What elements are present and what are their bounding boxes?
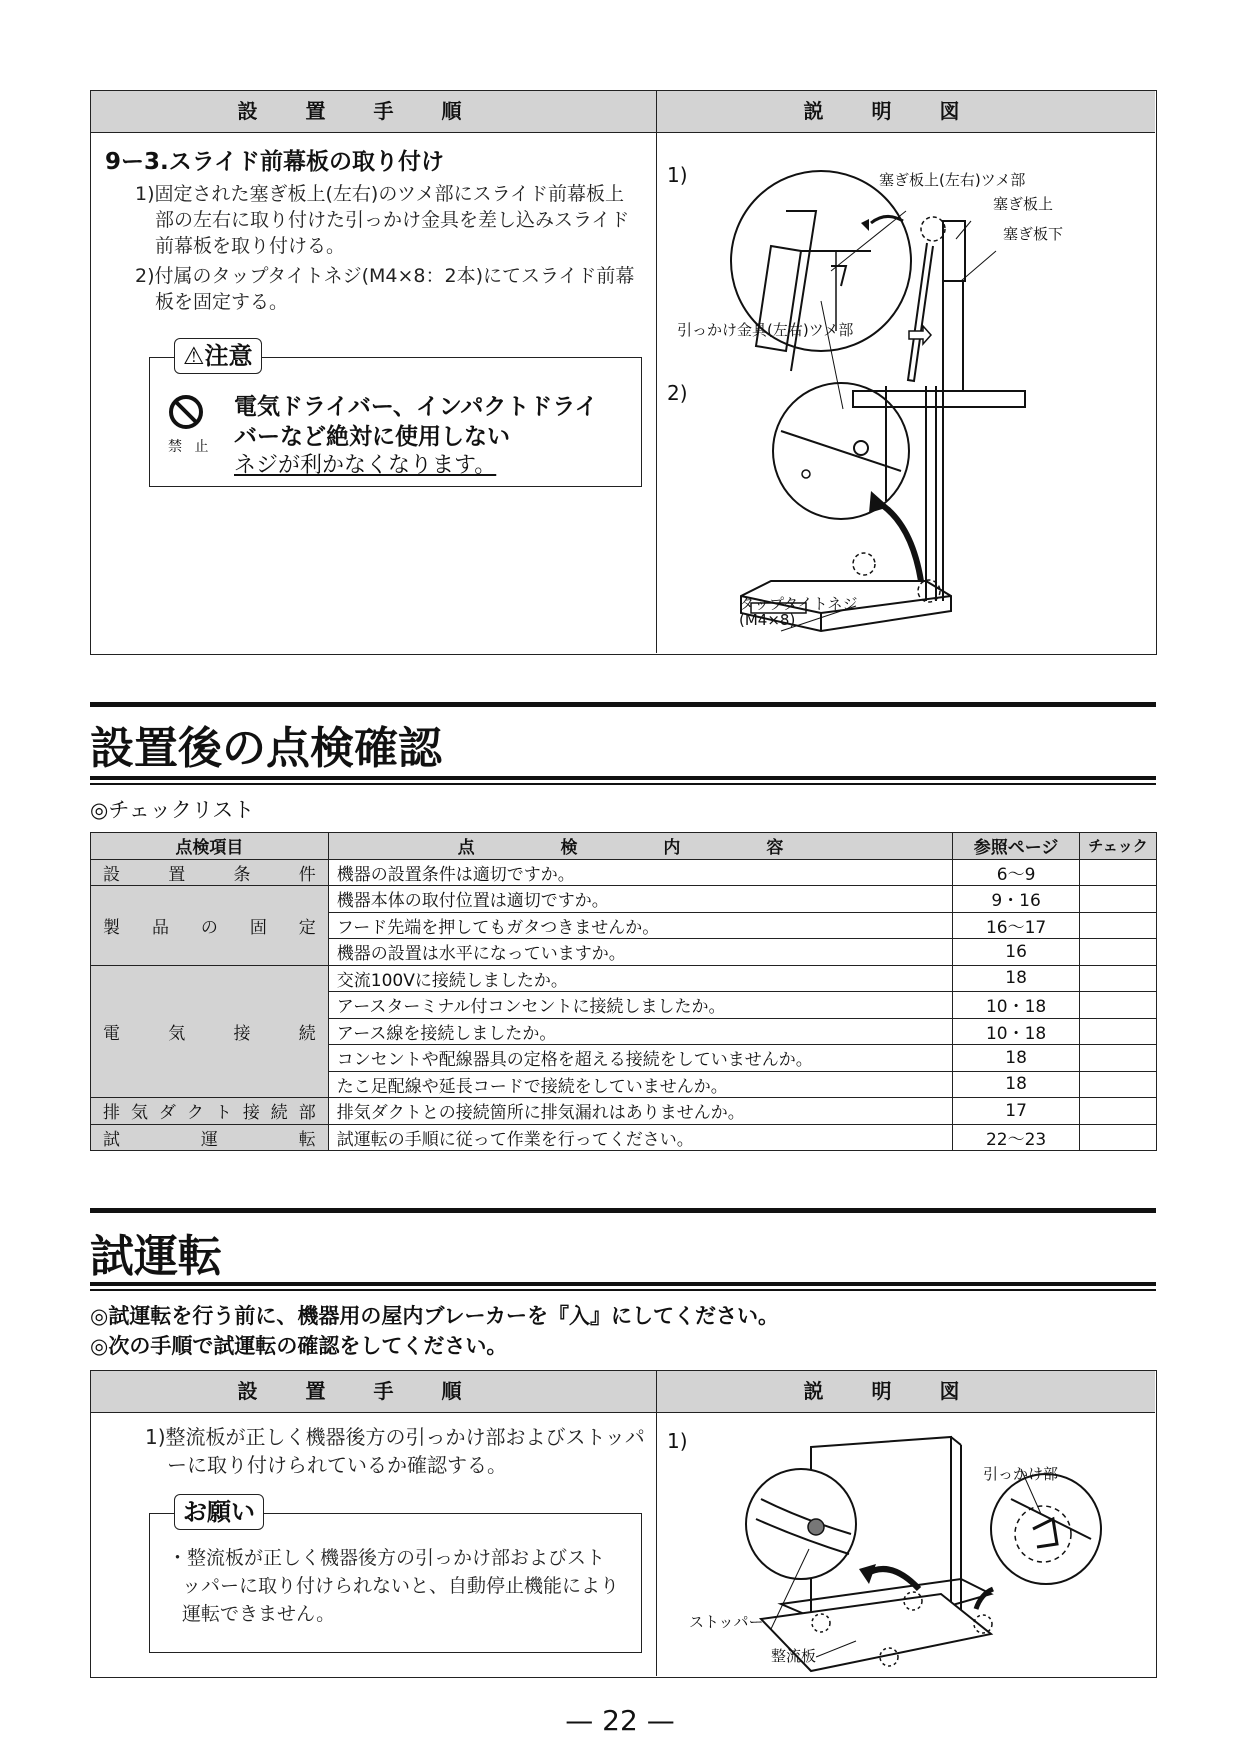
step-title: 9ー3.スライド前幕板の取り付け	[105, 149, 445, 175]
header-steps: 設置手順	[91, 91, 656, 133]
check-cell[interactable]	[1080, 965, 1157, 992]
checklist-table	[90, 832, 1157, 1151]
section-title-trial-run: 試運転	[90, 1231, 222, 1282]
fig3-label-stopper: ストッパー	[689, 1613, 764, 1631]
page-cell: 10・18	[953, 1018, 1080, 1045]
check-cell[interactable]	[1080, 1071, 1157, 1098]
item-cell: フード先端を押してもガタつきませんか。	[328, 912, 952, 939]
item-cell: 機器の設置条件は適切ですか。	[328, 859, 952, 886]
check-cell[interactable]	[1080, 1045, 1157, 1072]
page-cell: 18	[953, 965, 1080, 992]
item-cell: アース線を接続しましたか。	[328, 1018, 952, 1045]
page-cell: 22〜23	[953, 1124, 1080, 1151]
category-cell: 製品の固定	[91, 886, 329, 966]
caution-line-3: ネジが利かなくなります。	[234, 453, 497, 478]
trial-note-2: ◎次の手順で試運転の確認をしてください。	[90, 1334, 508, 1358]
checklist-subtitle: ◎チェックリスト	[90, 798, 255, 822]
install-table-2	[90, 1370, 1157, 1678]
check-cell[interactable]	[1080, 859, 1157, 886]
category-cell: 電気接続	[91, 965, 329, 1098]
table-row	[91, 1124, 1157, 1151]
caution-line-2: バーなど絶対に使用しない	[234, 424, 510, 450]
item-cell: 試運転の手順に従って作業を行ってください。	[328, 1124, 952, 1151]
header-figure-2: 説明図	[656, 1371, 1155, 1413]
page-cell: 18	[953, 1045, 1080, 1072]
check-cell[interactable]	[1080, 886, 1157, 913]
page-cell: 6〜9	[953, 859, 1080, 886]
request-label: お願い	[174, 1494, 264, 1530]
table-row	[91, 1098, 1157, 1125]
check-cell[interactable]	[1080, 1098, 1157, 1125]
page-cell: 16〜17	[953, 912, 1080, 939]
fig2-label-a: タップタイトネジ	[739, 595, 858, 613]
category-cell: 試運転	[91, 1124, 329, 1151]
figure-2-number: 2)	[667, 381, 688, 405]
col-header-page: 参照ページ	[953, 833, 1080, 860]
caution-label: ⚠注意	[174, 338, 262, 374]
check-cell[interactable]	[1080, 912, 1157, 939]
header-steps-2: 設置手順	[91, 1371, 656, 1413]
trial-note-1: ◎試運転を行う前に、機器用の屋内ブレーカーを『入』にしてください。	[90, 1304, 780, 1328]
step-1-text: 1)固定された塞ぎ板上(左右)のツメ部にスライド前幕板上部の左右に取り付けた引っかけ金具を差し込みスライド前幕板を取り付ける。	[135, 183, 630, 257]
check-cell[interactable]	[1080, 1124, 1157, 1151]
category-cell: 設置条件	[91, 859, 329, 886]
check-cell[interactable]	[1080, 939, 1157, 966]
item-cell: 交流100Vに接続しましたか。	[328, 965, 952, 992]
page-number: — 22 —	[565, 1704, 675, 1737]
caution-box	[149, 342, 642, 487]
figure-1-number: 1)	[667, 163, 688, 187]
table-row	[91, 859, 1157, 886]
page-cell: 17	[953, 1098, 1080, 1125]
request-text: ・整流板が正しく機器後方の引っかけ部およびストッパーに取り付けられないと、自動停止機能により運転できません。	[168, 1547, 620, 1625]
page-cell: 16	[953, 939, 1080, 966]
fig3-label-plate: 整流板	[771, 1647, 817, 1665]
request-box	[149, 1498, 642, 1653]
fig1-label-a: 塞ぎ板上(左右)ツメ部	[879, 171, 1026, 189]
table-row	[91, 965, 1157, 992]
check-cell[interactable]	[1080, 992, 1157, 1019]
figure-3-illustration	[691, 1419, 1151, 1674]
trial-step-1: 1)整流板が正しく機器後方の引っかけ部およびストッパーに取り付けられているか確認する。	[145, 1425, 645, 1477]
item-cell: 機器本体の取付位置は適切ですか。	[328, 886, 952, 913]
figure-3-number: 1)	[667, 1429, 688, 1453]
check-cell[interactable]	[1080, 1018, 1157, 1045]
page-cell: 18	[953, 1071, 1080, 1098]
col-header-content: 点 検 内 容	[328, 833, 952, 860]
step-2-text: 2)付属のタップタイトネジ(M4×8：2本)にてスライド前幕板を固定する。	[135, 265, 635, 313]
header-figure: 説明図	[656, 91, 1155, 133]
item-cell: 機器の設置は水平になっていますか。	[328, 939, 952, 966]
col-header-check: チェック	[1080, 833, 1157, 860]
page-cell: 9・16	[953, 886, 1080, 913]
fig1-label-c: 塞ぎ板下	[1003, 225, 1064, 243]
item-cell: たこ足配線や延長コードで接続をしていませんか。	[328, 1071, 952, 1098]
fig1-label-b: 塞ぎ板上	[993, 195, 1054, 213]
fig2-label-b: (M4×8)	[739, 611, 796, 629]
prohibition-icon	[168, 394, 204, 430]
prohibit-label: 禁 止	[168, 439, 213, 455]
item-cell: 排気ダクトとの接続箇所に排気漏れはありませんか。	[328, 1098, 952, 1125]
install-table-1	[90, 90, 1157, 655]
section-title-inspection: 設置後の点検確認	[90, 723, 442, 774]
col-header-item: 点検項目	[91, 833, 329, 860]
item-cell: アースターミナル付コンセントに接続しましたか。	[328, 992, 952, 1019]
item-cell: コンセントや配線器具の定格を超える接続をしていませんか。	[328, 1045, 952, 1072]
caution-line-1: 電気ドライバー、インパクトドライ	[234, 394, 598, 420]
page-cell: 10・18	[953, 992, 1080, 1019]
category-cell: 排気ダクト接続部	[91, 1098, 329, 1125]
fig3-label-hook: 引っかけ部	[983, 1465, 1059, 1483]
table-row	[91, 886, 1157, 913]
fig1-label-d: 引っかけ金具(左右)ツメ部	[677, 321, 854, 339]
